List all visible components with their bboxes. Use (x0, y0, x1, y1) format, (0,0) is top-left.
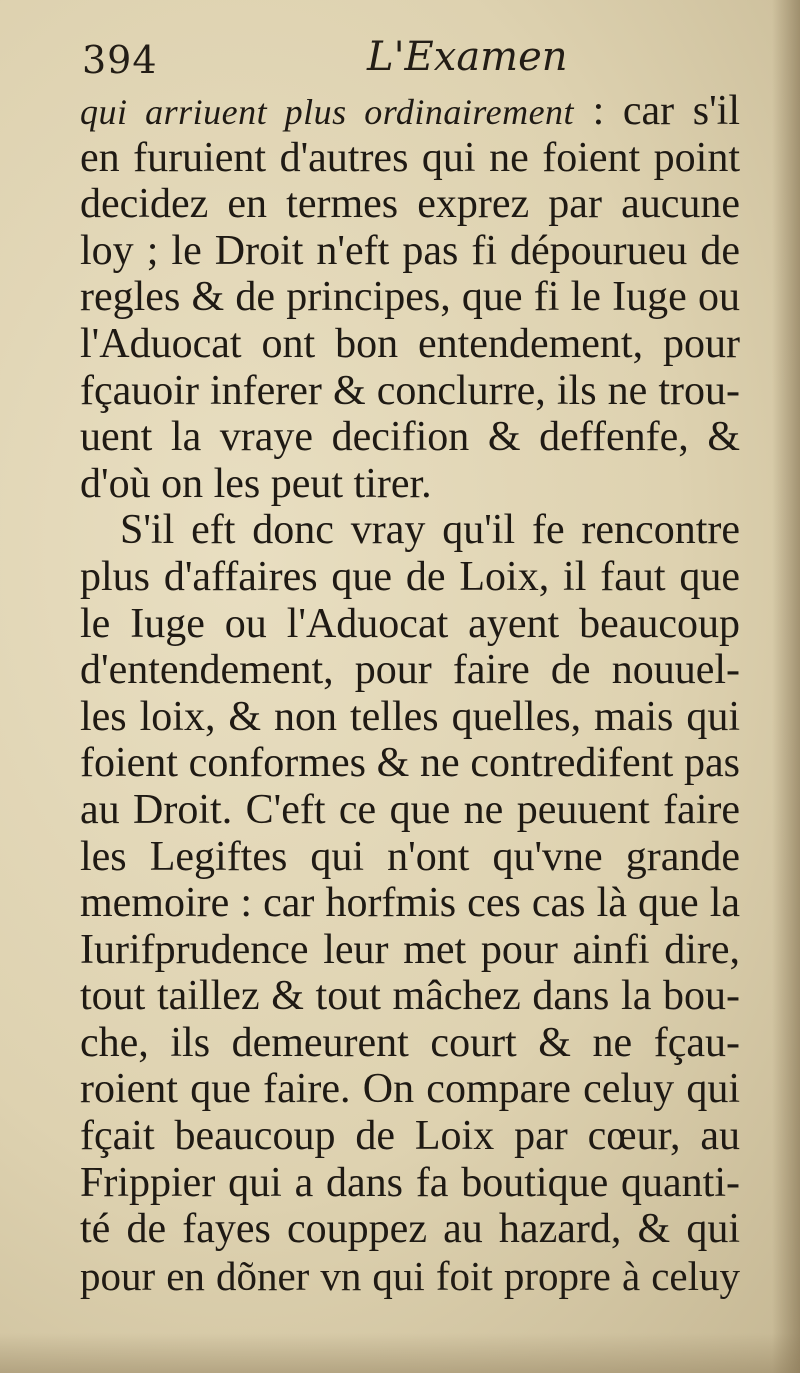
page-number: 394 (82, 38, 158, 82)
text-line: l'Aduocat ont bon entendement, pour (80, 320, 740, 367)
text-line: pour en dõner vn qui foit propre à celuy (80, 1252, 740, 1299)
page-bottom-shadow (0, 1333, 800, 1373)
text-line: té de fayes couppez au hazard, & qui (80, 1206, 740, 1253)
text-line: les Legiftes qui n'ont qu'vne grande (80, 833, 740, 880)
italic-phrase: qui arriuent plus ordinairement (80, 92, 575, 132)
text-line: d'entendement, pour faire de nouuel- (80, 647, 740, 694)
text-line: tout taillez & tout mâchez dans la bou- (80, 973, 740, 1020)
page-header (82, 32, 742, 92)
body-text (80, 88, 740, 1299)
text-line: en furuient d'autres qui ne foient point (80, 134, 740, 181)
text-line: uent la vraye decifion & deffenfe, & (80, 414, 740, 461)
text-line (80, 88, 740, 135)
text-line: regles & de principes, que fi le Iuge ou (80, 274, 740, 321)
text-line: decidez en termes exprez par aucune (80, 181, 740, 228)
text-line: fçait beaucoup de Loix par cœur, au (80, 1113, 740, 1160)
text-line: foient conformes & ne contredifent pas (80, 740, 740, 787)
text-line: plus d'affaires que de Loix, il faut que (80, 553, 740, 600)
text-line: Frippier qui a dans fa boutique quanti- (80, 1159, 740, 1206)
text-line: fçauoir inferer & conclurre, ils ne trou- (80, 367, 740, 414)
running-title: L'Examen (367, 34, 568, 80)
text-line: au Droit. C'eft ce que ne peuuent faire (80, 786, 740, 833)
text-line: memoire : car horfmis ces cas là que la (80, 880, 740, 927)
text-line: d'où on les peut tirer. (80, 460, 432, 507)
text-line: le Iuge ou l'Aduocat ayent beaucoup (80, 600, 740, 647)
text-segment: : car s'il (574, 88, 740, 134)
text-line: les loix, & non telles quelles, mais qui (80, 693, 740, 740)
text-line: loy ; le Droit n'eft pas fi dépourueu de (80, 227, 740, 274)
paragraph-start-line: S'il eft donc vray qu'il fe rencontre (120, 507, 740, 554)
text-line: Iurifprudence leur met pour ainfi dire, (80, 926, 740, 973)
page-gutter-shadow (772, 0, 800, 1373)
text-line: che, ils demeurent court & ne fçau- (80, 1019, 740, 1066)
text-line: roient que faire. On compare celuy qui (80, 1066, 740, 1113)
